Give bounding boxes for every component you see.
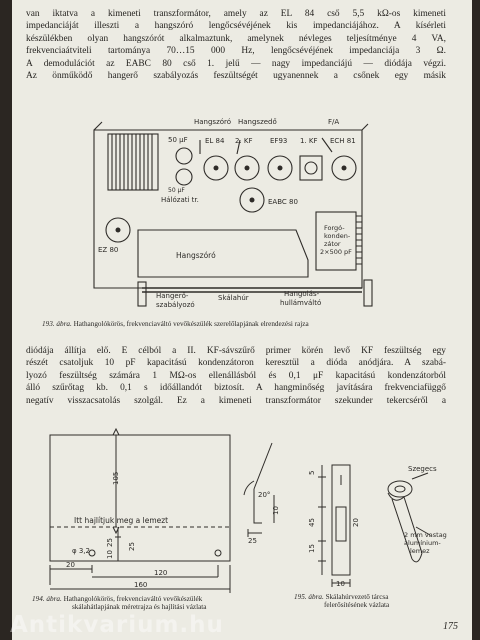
label-eabc80: EABC 80 xyxy=(268,198,298,206)
caption-text-1: Hathangolókörös, frekvenciaváltó vevőkészülék xyxy=(63,595,203,603)
figure-193-layout-drawing xyxy=(72,112,402,318)
label-hangolas-1: Hangolás- xyxy=(284,290,320,298)
dim-105: 105 xyxy=(112,471,120,485)
label-ech81: ECH 81 xyxy=(330,137,356,145)
label-cap-4: 2×500 pF xyxy=(320,248,352,256)
text-line: lyozó feszültség számára 1 MΩ-os ellenállásból és 0,1 μF kapacitású kondenzátorból xyxy=(26,370,446,381)
label-el84: EL 84 xyxy=(205,137,225,145)
text-line: készülékben olyan hangszórót alkalmaztunk, amelynek névleges teljesítménye 4 VA, xyxy=(26,33,446,44)
figure-193-caption xyxy=(42,320,309,328)
text-line: diódája állítja elő. E célból a II. KF-sávszűrő primer körén levő KF feszültség egy xyxy=(26,346,446,356)
dim-20: 20 xyxy=(66,561,75,569)
text-line: részét csatoljuk 10 pF kapacitású kondenzátoron keresztül a dióda anódjára. A szabá- xyxy=(26,358,446,369)
label-cap-3: zátor xyxy=(324,240,341,248)
text-line: negatív visszacsatolás szolgál. Ez a kimeneti transzformátor szekunder tekercséről a xyxy=(26,395,446,406)
label-c2: 50 μF xyxy=(168,187,185,194)
label-skalahur: Skálahúr xyxy=(218,294,249,302)
label-fa: F/A xyxy=(328,118,340,126)
text-line: impedanciáját illeszti a hangszóró lengőcsévéjének kis impedanciájához. A kísérleti xyxy=(26,21,446,32)
label-hangero-1: Hangerő- xyxy=(156,292,189,300)
figure-194-caption xyxy=(32,595,207,611)
label-kf1: 1. KF xyxy=(300,137,318,145)
label-hangszoro: Hangszóró xyxy=(176,251,216,260)
label-al-3: lemez xyxy=(410,547,430,555)
figure-195-pulley-mount xyxy=(304,455,464,587)
watermark: Antikvarium.hu xyxy=(10,612,224,638)
dim-5: 5 xyxy=(308,470,316,475)
label-halozati: Hálózati tr. xyxy=(161,196,199,204)
label-kf2: 2. KF xyxy=(235,137,253,145)
label-c1: 50 μF xyxy=(168,136,188,144)
page-number: 175 xyxy=(443,621,458,632)
text-line: frekvenciaátviteli tartománya 70…15 000 Hz, lengőcsévéjének impedanciája 3 Ω. xyxy=(26,46,446,57)
caption-text-2: felerősítésének vázlata xyxy=(324,601,390,609)
dim-25b: 25 xyxy=(128,542,136,551)
figure-194-dimension-drawing xyxy=(22,425,294,597)
dim-10b: 10 xyxy=(272,506,280,515)
dim-20deg: 20° xyxy=(258,491,271,499)
caption-text-2: skálahátlapjának méretrajza és hajlítási vázlata xyxy=(72,603,207,611)
text-line: van iktatva a kimeneti transzformátor, amely az EL 84 cső 5,5 kΩ-os kimeneti xyxy=(26,9,446,19)
label-cap-1: Forgó- xyxy=(324,224,345,232)
text-line: Az önműködő hangerő szabályozás feszültségét ugyanennek a csőnek egy másik xyxy=(26,71,446,82)
label-ef93: EF93 xyxy=(270,137,288,145)
label-hangolas-2: hullámváltó xyxy=(280,299,322,307)
label-al-2: alumínium- xyxy=(404,539,441,547)
dim-10: 10 xyxy=(336,580,345,587)
label-hangero-2: szabályozó xyxy=(156,301,195,309)
dim-25c: 25 xyxy=(248,537,257,545)
label-al-1: 2 mm vastag xyxy=(404,531,447,539)
label-cap-2: konden- xyxy=(324,232,351,240)
dim-10: 10 xyxy=(106,550,114,559)
paragraph-middle xyxy=(26,345,446,407)
label-ez80: EZ 80 xyxy=(98,246,119,254)
dim-15: 15 xyxy=(308,544,316,553)
dim-phi: φ 3,2 xyxy=(72,547,90,555)
caption-text: Hathangolókörös, frekvenciaváltó vevőkészülék szerelőlapjának elrendezési rajza xyxy=(73,320,309,328)
caption-number: 194. ábra. xyxy=(32,595,62,603)
caption-number: 195. ábra. xyxy=(294,593,324,601)
book-page xyxy=(12,0,472,640)
paragraph-top xyxy=(26,8,446,82)
label-hangszoro-top: Hangszóró xyxy=(194,118,232,126)
dim-120: 120 xyxy=(154,569,168,577)
caption-text-1: Skálahúrvezető tárcsa xyxy=(325,593,389,601)
figure-195-caption xyxy=(294,593,389,609)
label-szegecs: Szegecs xyxy=(408,465,437,473)
dim-20: 20 xyxy=(352,518,360,527)
text-line: A demodulációt az EABC 80 cső 1. jelű — nagy impedanciájú — diódája végzi. xyxy=(26,58,446,69)
caption-number: 193. ábra. xyxy=(42,320,72,328)
label-hangszedo: Hangszedő xyxy=(238,118,277,126)
dim-45: 45 xyxy=(308,518,316,527)
dim-160: 160 xyxy=(134,581,148,589)
fold-label: Itt hajlítjuk meg a lemezt xyxy=(74,516,169,525)
text-line: álló szűrőtag kb. 0,1 s időállandót biztosít. A hangminőség javítására frekvenciafüggő xyxy=(26,383,446,394)
dim-25a: 25 xyxy=(106,538,114,547)
